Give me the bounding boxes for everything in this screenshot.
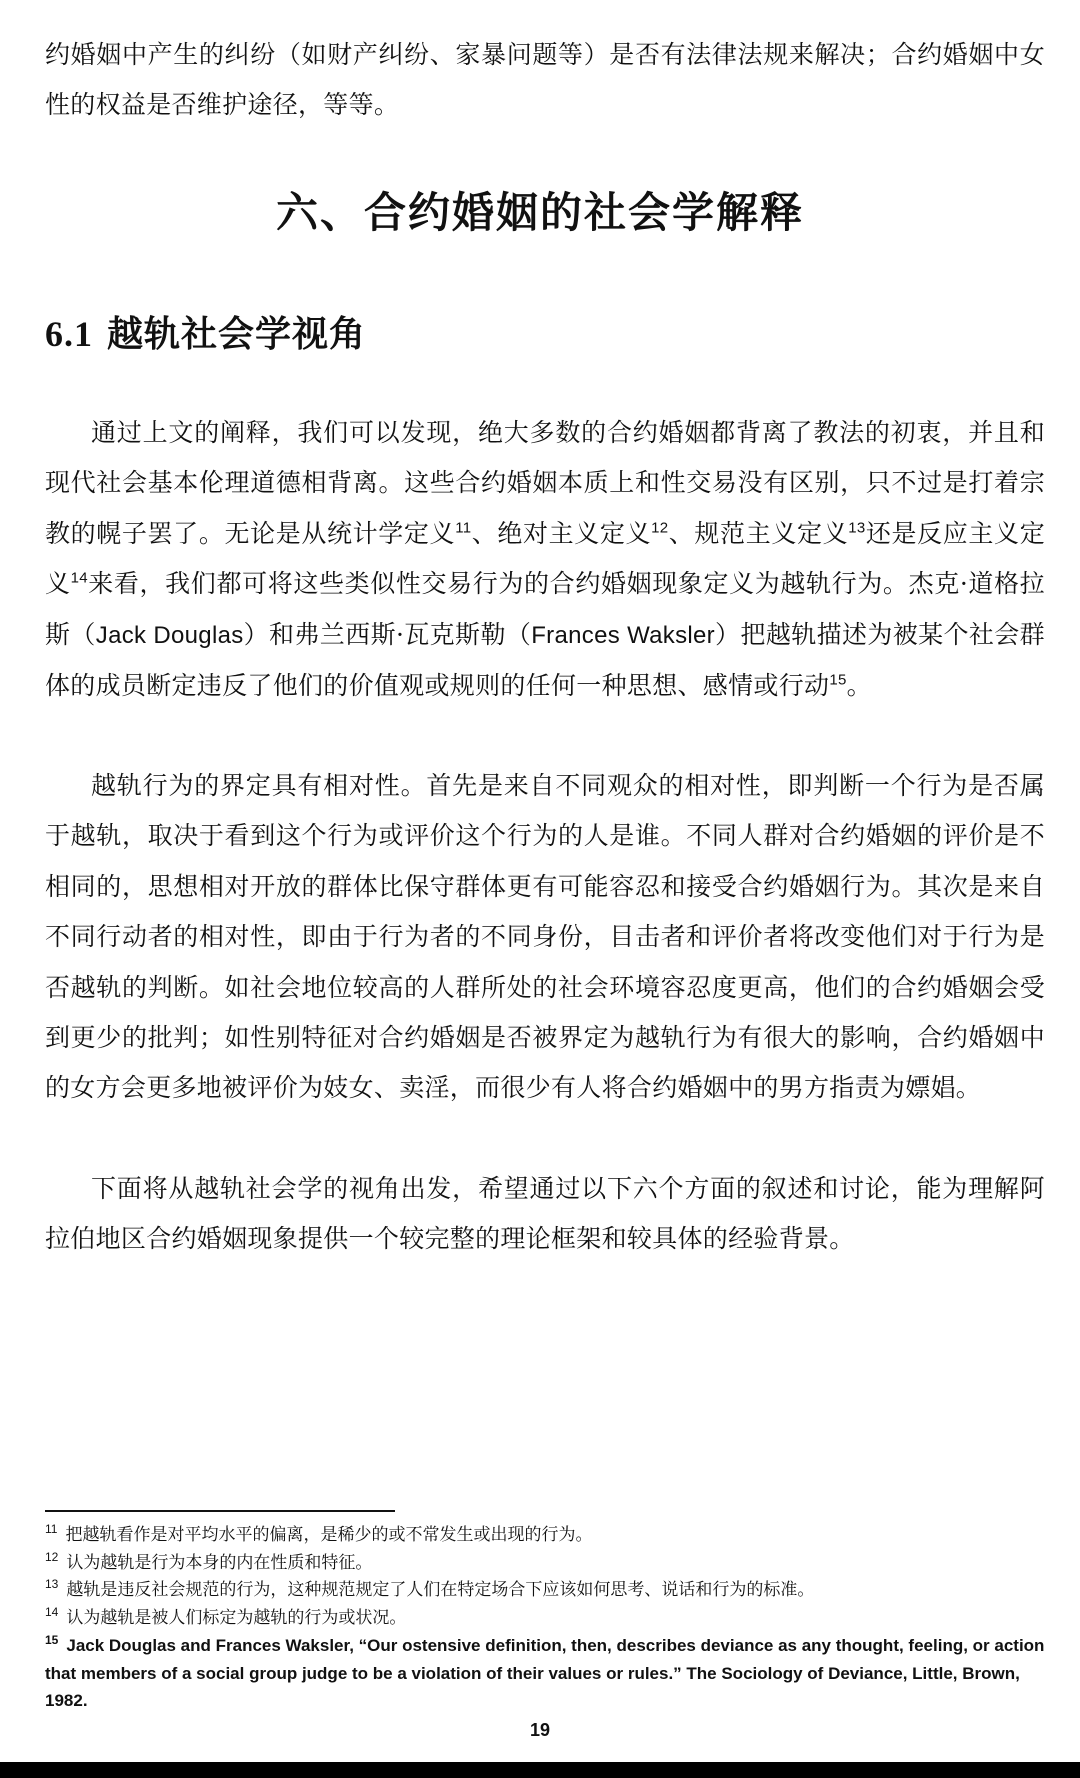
- footnote-number: 15: [45, 1633, 59, 1648]
- body-paragraph-3: [45, 1164, 1045, 1265]
- para1-text-2: 、绝对主义定义: [471, 518, 652, 548]
- para1-text-4: 还是反应主义定义: [45, 518, 1045, 599]
- name-jack-douglas: Jack Douglas: [95, 621, 244, 649]
- footnote-ref-15[interactable]: 15: [829, 671, 847, 689]
- section-number: 6.1: [45, 314, 93, 354]
- name-frances-waksler: Frances Waksler: [531, 621, 715, 649]
- footnote-ref-12[interactable]: 12: [651, 519, 669, 537]
- para1-text-3: 、规范主义定义: [668, 518, 849, 548]
- footnote-text: 认为越轨是行为本身的内在性质和特征。: [66, 1552, 373, 1573]
- para1-text-5: 来看，我们都可将这些类似性交易行为的合约婚姻现象定义为越轨行为。杰克·道格拉斯（: [45, 569, 1045, 649]
- footnotes: [45, 1522, 1045, 1715]
- body-paragraph-1: [45, 408, 1045, 711]
- para1-text-7: ）把越轨描述为被某个社会群体的成员断定违反了他们的价值观或规则的任何一种思想、感情或行动: [45, 619, 1045, 701]
- para2-text: 越轨行为的界定具有相对性。首先是来自不同观众的相对性，即判断一个行为是否属于越轨，取决于看到这个行为或评价这个行为的人是谁。不同人群对合约婚姻的评价是不相同的，思想相对开放的群体比保守群体更有可能容忍和接受合约婚姻行为。其次是来自不同行动者的相对性，即由于行为者的不同身份，目击者和评价者将改变他们对于行为是否越轨的判断。如社会地位较高的人群所处的社会环境容忍度更高，他们的合约婚姻会受到更少的批判；如性别特征对合约婚姻是否被界定为越轨行为有很大的影响，合约婚姻中的女方会更多地被评价为妓女、卖淫，而很少有人将合约婚姻中的男方指责为嫖娼。: [45, 771, 1045, 1103]
- footnote-13: [45, 1577, 1045, 1605]
- footnote-ref-11[interactable]: 11: [455, 519, 472, 537]
- page-number: 19: [529, 1720, 551, 1740]
- body-paragraph-2: [45, 761, 1045, 1114]
- footnote-15: [45, 1632, 1045, 1715]
- footnote-ref-14[interactable]: 14: [70, 569, 88, 587]
- footnote-number: 13: [45, 1577, 59, 1592]
- footnote-text: 越轨是违反社会规范的行为，这种规范规定了人们在特定场合下应该如何思考、说话和行为的标准。: [66, 1580, 815, 1600]
- footnote-text: Jack Douglas and Frances Waksler, “Our ostensive definition, then, describes deviance as any thought, feeling, or action that members of a social group judge to be a violation of their values or rules.” The Sociology of Deviance, Little, Brown, 1982.: [45, 1636, 1045, 1710]
- para1-text-6: ）和弗兰西斯·瓦克斯勒（: [243, 619, 532, 649]
- para1-text-1: 通过上文的阐释，我们可以发现，绝大多数的合约婚姻都背离了教法的初衷，并且和现代社会基本伦理道德相背离。这些合约婚姻本质上和性交易没有区别，只不过是打着宗教的幌子罢了。无论是从统计学定义: [45, 418, 1045, 548]
- footnote-divider: [45, 1510, 395, 1512]
- footnote-text: 认为越轨是被人们标定为越轨的行为或状况。: [66, 1607, 407, 1628]
- footnote-number: 12: [45, 1549, 59, 1564]
- footnote-text: 把越轨看作是对平均水平的偏离，是稀少的或不常发生或出现的行为。: [65, 1525, 593, 1545]
- footnote-11: [45, 1522, 1045, 1550]
- intro-paragraph: [45, 30, 1045, 131]
- section-title: 越轨社会学视角: [107, 313, 367, 355]
- para1-text-8: 。: [846, 671, 872, 701]
- footnote-12: [45, 1550, 1045, 1578]
- footnote-number: 14: [45, 1604, 59, 1619]
- chapter-title: 六、合约婚姻的社会学解释: [275, 188, 804, 237]
- section-heading: [45, 306, 366, 357]
- para3-text: 下面将从越轨社会学的视角出发，希望通过以下六个方面的叙述和讨论，能为理解阿拉伯地区合约婚姻现象提供一个较完整的理论框架和较具体的经验背景。: [45, 1174, 1045, 1254]
- footnote-ref-13[interactable]: 13: [848, 519, 866, 537]
- footnote-number: 11: [45, 1522, 58, 1537]
- scan-edge-bar: [0, 1762, 1080, 1778]
- intro-text: 约婚姻中产生的纠纷（如财产纠纷、家暴问题等）是否有法律法规来解决；合约婚姻中女性的权益是否维护途径，等等。: [45, 40, 1045, 120]
- footnote-14: [45, 1605, 1045, 1633]
